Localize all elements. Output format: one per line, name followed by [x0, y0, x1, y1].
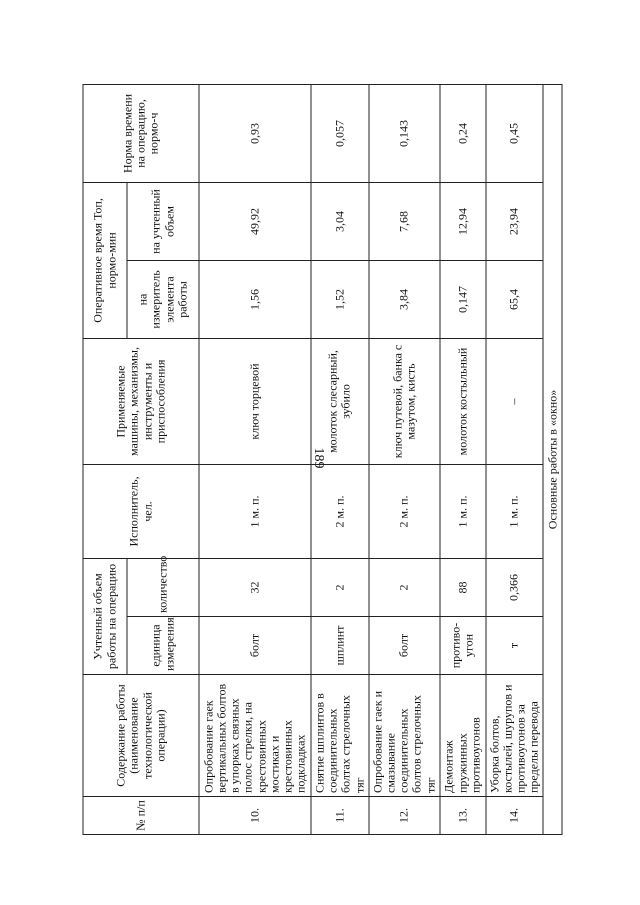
cell-per-element: 0,147: [440, 260, 486, 338]
cell-per-element: 1,52: [311, 260, 369, 338]
table-row: [369, 84, 440, 834]
cell-tools: ключ путевой, банка с мазутом, кисть: [369, 338, 440, 464]
header-content: Содержание работы (наименование технологической операции): [83, 675, 199, 797]
cell-per-element: 3,84: [369, 260, 440, 338]
header-per-element: на измеритель элемента работы: [127, 260, 199, 338]
cell-norm: 0,45: [486, 84, 544, 182]
cell-norm: 0,143: [369, 84, 440, 182]
header-volume-group: Учтенный объем работы на операцию: [83, 558, 127, 674]
header-unit: единица измерения: [127, 617, 199, 675]
cell-content: Опробование гаек и смазывание соединительных болтов стрелочных тяг: [369, 675, 440, 797]
cell-performer: 2 м. п.: [311, 464, 369, 558]
table-row: [440, 84, 486, 834]
cell-per-volume: 12,94: [440, 182, 486, 260]
cell-per-volume: 49,92: [199, 182, 311, 260]
rotated-page: [83, 85, 560, 835]
cell-per-element: 1,56: [199, 260, 311, 338]
cell-content: Уборка болтов, костылей, шурупов и противоугонов за пределы перевода: [486, 675, 544, 797]
cell-per-volume: 23,94: [486, 182, 544, 260]
cell-quantity: 88: [440, 558, 486, 616]
cell-performer: 2 м. п.: [369, 464, 440, 558]
work-norms-table: [83, 84, 563, 835]
cell-num: 13.: [440, 797, 486, 835]
table-row: [311, 84, 369, 834]
cell-num: 12.: [369, 797, 440, 835]
cell-unit: шплинт: [311, 617, 369, 675]
cell-unit: болт: [199, 617, 311, 675]
cell-num: 11.: [311, 797, 369, 835]
cell-performer: 1 м. п.: [486, 464, 544, 558]
table-row: [486, 84, 544, 834]
cell-unit: т: [486, 617, 544, 675]
cell-num: 10.: [199, 797, 311, 835]
section-title: Основные работы в «окно»: [543, 84, 562, 834]
cell-norm: 0,24: [440, 84, 486, 182]
cell-quantity: 2: [369, 558, 440, 616]
header-num: № п/п: [83, 797, 199, 835]
cell-tools: молоток слесарный, зубило: [311, 338, 369, 464]
cell-norm: 0,93: [199, 84, 311, 182]
cell-unit: болт: [369, 617, 440, 675]
table-row: [199, 84, 311, 834]
header-performer: Исполнитель, чел.: [83, 464, 199, 558]
header-optime-group: Оперативное время Топ, нормо-мин: [83, 182, 127, 338]
cell-per-volume: 3,04: [311, 182, 369, 260]
cell-unit: противо-угон: [440, 617, 486, 675]
cell-quantity: 2: [311, 558, 369, 616]
cell-content: Опробование гаек вертикальных болтов в упорках связных полос стрелки, на крестовинных мостиках и крестовинных подкладках: [199, 675, 311, 797]
cell-per-element: 65,4: [486, 260, 544, 338]
cell-quantity: 0,366: [486, 558, 544, 616]
page-number: 189: [311, 447, 326, 469]
cell-performer: 1 м. п.: [199, 464, 311, 558]
header-per-volume: на учтенный объем: [127, 182, 199, 260]
header-norm: Норма времени на операцию, нормо-ч: [83, 84, 199, 182]
cell-quantity: 32: [199, 558, 311, 616]
cell-tools: ключ торцевой: [199, 338, 311, 464]
cell-content: Демонтаж пружинных противоугонов: [440, 675, 486, 797]
cell-tools: –: [486, 338, 544, 464]
header-tools: Применяемые машины, механизмы, инструменты и приспособления: [83, 338, 199, 464]
cell-performer: 1 м. п.: [440, 464, 486, 558]
cell-tools: молоток костыльный: [440, 338, 486, 464]
section-row: [543, 84, 562, 834]
cell-content: Снятие шплинтов в соединительных болтах стрелочных тяг: [311, 675, 369, 797]
cell-per-volume: 7,68: [369, 182, 440, 260]
cell-num: 14.: [486, 797, 544, 835]
cell-norm: 0,057: [311, 84, 369, 182]
header-quantity: количество: [127, 558, 199, 616]
